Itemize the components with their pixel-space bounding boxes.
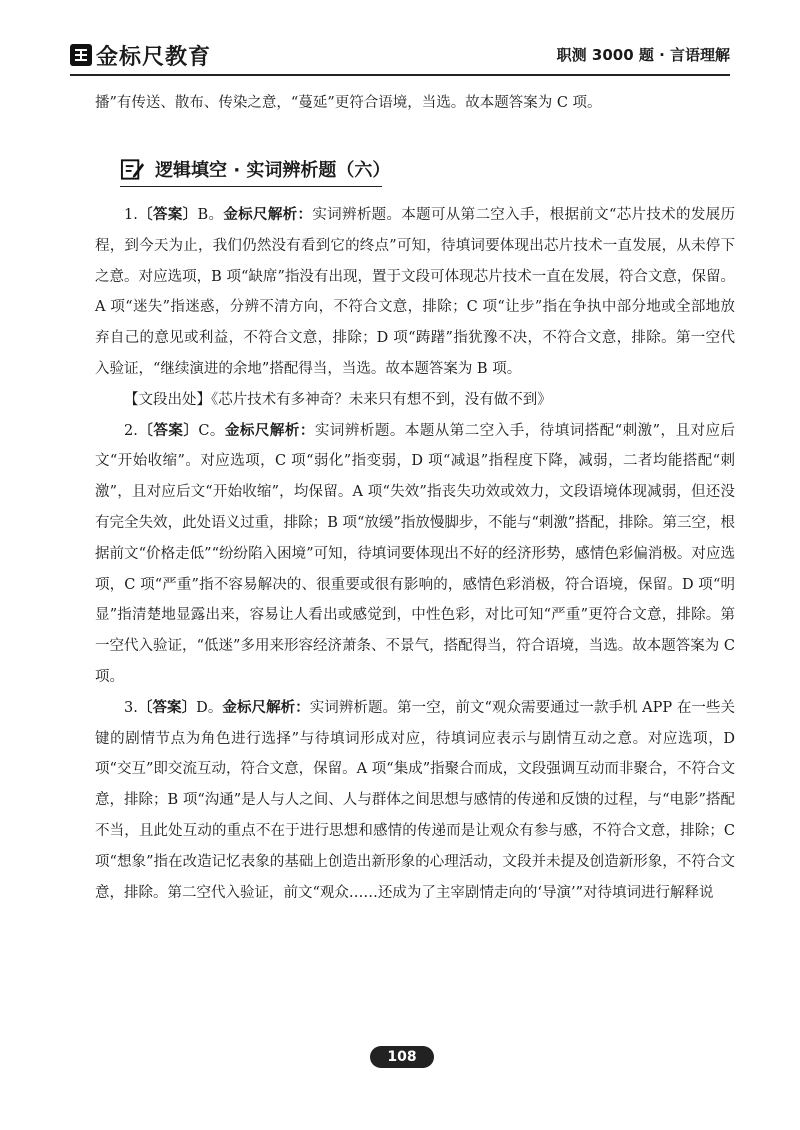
analysis-text: 实词辨析题。本题可从第二空入手，根据前文“芯片技术的发展历程，到今天为止，我们仍然没有看到它的终点”可知，待填词要体现出芯片技术一直发展，从未停下之意。对应选项，B 项“缺席”指没有出现，置于文段可体现芯片技术一直在发展，符合文意，保留。A 项“迷失”指迷惑，分辨不清方向，不符合文意，排除；C 项“让步”指在争执中部分地或全部地放弃自己的意见或利益，不符合文意，排除；D 项“踌躇”指犹豫不决，不符合文意，排除。第一空代入验证，“继续演进的余地”搭配得当，当选。故本题答案为 B 项。 bbox=[95, 207, 736, 377]
answer-value: B。 bbox=[197, 207, 224, 223]
answer-item-2 bbox=[95, 416, 735, 693]
brand-name: 金标尺教育 bbox=[96, 44, 212, 70]
answer-tag: 〔答案〕 bbox=[137, 699, 197, 716]
top-text: 播”有传送、散布、传染之意，“蔓延”更符合语境，当选。故本题答案为 C 项。 bbox=[95, 95, 602, 111]
source-text: 【文段出处】《芯片技术有多神奇？未来只有想不到，没有做不到》 bbox=[124, 391, 552, 408]
item-number: 1. bbox=[124, 207, 138, 223]
series-title: 职测 3000 题 · 言语理解 bbox=[556, 46, 730, 64]
item-number: 3. bbox=[124, 699, 138, 716]
page-header bbox=[70, 40, 730, 76]
page-number: 108 bbox=[370, 1046, 434, 1068]
section-heading bbox=[120, 152, 391, 187]
answer-tag: 〔答案〕 bbox=[137, 207, 198, 223]
answer-tag: 〔答案〕 bbox=[137, 422, 199, 439]
brand-logo-icon bbox=[70, 44, 92, 66]
brand-logo bbox=[70, 40, 211, 70]
answer-value: D。 bbox=[196, 699, 223, 716]
analysis-text: 实词辨析题。第一空，前文“观众需要通过一款手机 APP 在一些关键的剧情节点为角色进行选择”与待填词形成对应，待填词应表示与剧情互动之意。对应选项，D 项“交互”即交流互动，符合文意，保留。A 项“集成”指聚合而成，文段强调互动而非聚合，不符合文意，排除；B 项“沟通”是人与人之间、人与群体之间思想与感情的传递和反馈的过程，与“电影”搭配不当，且此处互动的重点不在于进行思想和感情的传递而是让观众有参与感，不符合文意，排除；C 项“想象”指在改造记忆表象的基础上创造出新形象的心理活动，文段并未提及创造新形象，不符合文意，排除。第二空代入验证，前文“观众……还成为了主宰剧情走向的‘导演’”对待填词进行解释说 bbox=[95, 699, 735, 901]
answer-value: C。 bbox=[198, 422, 225, 439]
analysis-tag: 金标尺解析： bbox=[222, 699, 310, 716]
source-line bbox=[95, 385, 735, 416]
top-continuation bbox=[95, 88, 735, 118]
item-number: 2. bbox=[124, 422, 138, 439]
answer-item-3 bbox=[95, 693, 735, 909]
answer-item-1 bbox=[95, 200, 735, 385]
analysis-tag: 金标尺解析： bbox=[223, 207, 313, 223]
analysis-text: 实词辨析题。本题从第二空入手，待填词搭配“刺激”，且对应后文“开始收缩”。对应选项，C 项“弱化”指变弱，D 项“减退”指程度下降，减弱，二者均能搭配“刺激”，且对应后文“开始收缩”，均保留。A 项“失效”指丧失功效或效力，文段语境体现减弱，但还没有完全失效，此处语义过重，排除；B 项“放缓”指放慢脚步，不能与“刺激”搭配，排除。第三空，根据前文“价格走低”“纷纷陷入困境”可知，待填词要体现出不好的经济形势，感情色彩偏消极。对应选项，C 项“严重”指不容易解决的、很重要或很有影响的，感情色彩消极，符合语境，保留。D 项“明显”指清楚地显露出来，容易让人看出或感觉到，中性色彩，对比可知“严重”更符合文意，排除。第一空代入验证，“低迷”多用来形容经济萧条、不景气，搭配得当，符合语境，当选。故本题答案为 C 项。 bbox=[95, 422, 736, 685]
answer-list bbox=[95, 200, 735, 908]
edit-note-icon bbox=[120, 157, 145, 181]
section-title-text: 逻辑填空 · 实词辨析题（六） bbox=[155, 160, 391, 181]
analysis-tag: 金标尺解析： bbox=[224, 422, 315, 439]
